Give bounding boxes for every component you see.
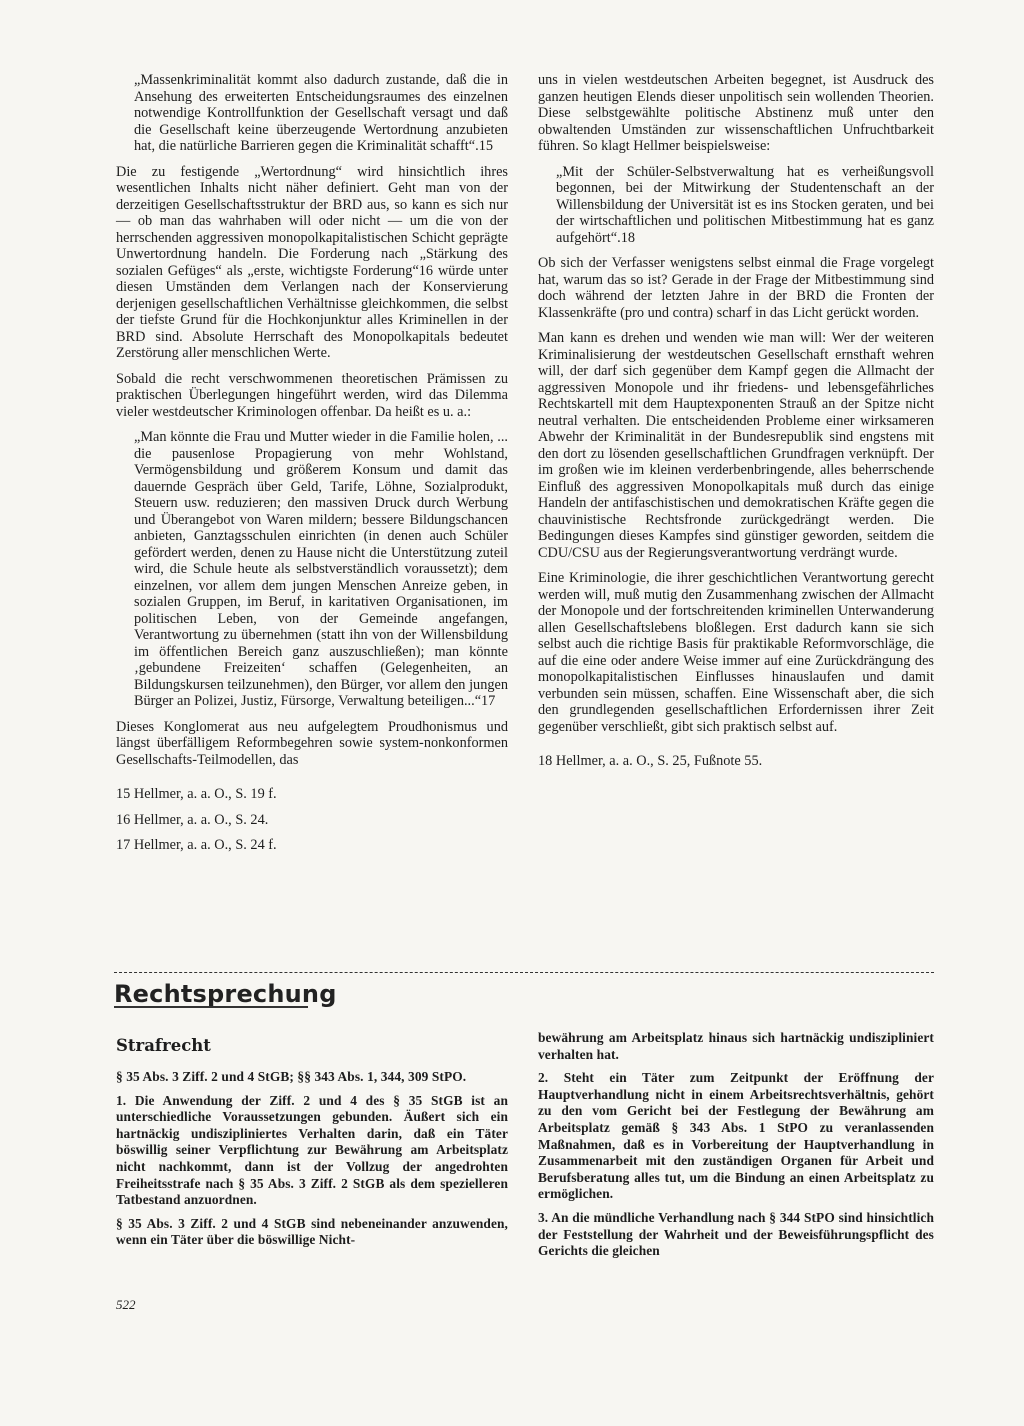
- ruling-paragraph: bewährung am Arbeitsplatz hinaus sich hartnäckig undiszipliniert verhalten hat.: [538, 1030, 934, 1062]
- body-paragraph: Eine Kriminologie, die ihrer geschichtlichen Verantwortung gerecht werden will, muß mutig den Zusammenhang zwischen der Allmacht der Monopole und der fortschreitenden kriminellen Unterwanderung allen Gesellschaftslebens bloßlegen. Erst dadurch kann sie sich selbst auch die richtige Basis für praktikable Reformvorschläge, die auf die eine oder andere Weise immer auf eine Zurückdrängung des monopolkapitalistischen Einflusses hinauslaufen und damit verbunden sein müssen, schaffen. Eine Wissenschaft aber, die sich den grundlegenden gesellschaftlichen Erfordernissen ihrer Zeit gegenüber verschließt, gibt sich praktisch selbst auf.: [538, 570, 934, 735]
- ruling-column-right: [538, 1030, 934, 1267]
- section-divider: [114, 972, 934, 973]
- body-paragraph: uns in vielen westdeutschen Arbeiten begegnet, ist Ausdruck des ganzen heutigen Elends dieser unpolitisch sein wollenden Theorien. Diese selbstgewählte politische Abstinenz muß unter den obwaltenden Umständen zur wissenschaftlichen Unfruchtbarkeit führen. So klagt Hellmer beispielsweise:: [538, 72, 934, 154]
- page-number: 522: [116, 1297, 136, 1312]
- heading-underline: [114, 1006, 308, 1008]
- article-column-left: [116, 72, 508, 863]
- ruling-column-left: [116, 1030, 508, 1256]
- footnote: 17 Hellmer, a. a. O., S. 24 f.: [116, 837, 277, 853]
- body-paragraph: Sobald die recht verschwommenen theoretischen Prämissen zu praktischen Überlegungen hingeführt werden, wird das Dilemma vieler westdeutscher Kriminologen offenbar. Da heißt es u. a.:: [116, 370, 508, 420]
- footnote: 16 Hellmer, a. a. O., S. 24.: [116, 811, 269, 828]
- body-paragraph: Man kann es drehen und wenden wie man will: Wer der weiteren Kriminalisierung der westdeutschen Gesellschaft ernsthaft wehren will, der darf sich gegenüber dem Kampf gegen die Allmacht der aggressiven Monopole und ihr friedens- und lebensgefährliches Rechtskartell mit dem Hauptexponenten Strauß an der Spitze nicht neutral verhalten. Die entscheidenden Probleme einer wirksameren Abwehr der Kriminalität in der Bundesrepublik sind engstens mit den dort zu lösenden gesellschaftlichen Grundfragen verknüpft. Der im großen wie im kleinen verderbenbringende, alles beherrschende Einfluß des aggressiven Monopolkapitals muß durch das einige Handeln der antifaschistischen und demokratischen Kräfte gegen die chauvinistische Rechtsfronde zurückgedrängt werden. Die Bedingungen dieses Kampfes sind günstiger geworden, seitdem die CDU/CSU aus der Regierungsverantwortung verdrängt wurde.: [538, 330, 934, 561]
- subheading: Strafrecht: [116, 1036, 211, 1055]
- ruling-paragraph: 3. An die mündliche Verhandlung nach § 344 StPO sind hinsichtlich der Feststellung der Wahrheit und der Beweisführungspflicht des Gerichts die gleichen: [538, 1209, 934, 1259]
- body-paragraph: Ob sich der Verfasser wenigstens selbst einmal die Frage vorgelegt hat, warum das so ist? Gerade in der Frage der Mitbestimmung sind doch während der letzten Jahre in der BRD die Fronten der Klassenkräfte (pro und contra) scharf in das Licht gerückt worden.: [538, 255, 934, 321]
- section-heading: Rechtsprechung: [114, 980, 337, 1008]
- footnote: 18 Hellmer, a. a. O., S. 25, Fußnote 55.: [538, 753, 763, 769]
- ruling-paragraph: § 35 Abs. 3 Ziff. 2 und 4 StGB sind nebeneinander anzuwenden, wenn ein Täter über die böswillige Nicht-: [116, 1215, 508, 1248]
- ruling-paragraph: 1. Die Anwendung der Ziff. 2 und 4 des § 35 StGB ist an unterschiedliche Voraussetzungen gebunden. Äußert sich ein hartnäckig undiszipliniertes Verhalten darin, daß ein Täter böswillig seiner Verpflichtung zur Bewährung am Arbeitsplatz nicht nachkommt, dann ist der Vollzug der angedrohten Freiheitsstrafe nach § 35 Abs. 3 Ziff. 2 StGB als dem spezielleren Tatbestand anzuordnen.: [116, 1092, 508, 1208]
- body-paragraph: Die zu festigende „Wertordnung“ wird hinsichtlich ihres wesentlichen Inhalts nicht näher definiert. Geht man von der derzeitigen Gesellschaftsstruktur der BRD aus, so kann es sich nur — ob man das wahrhaben will oder nicht — um die von der herrschenden aggressiven monopolkapitalistischen Schicht geprägte Unwertordnung handeln. Die Forderung nach „Stärkung des sozialen Gefüges“ als „erste, wichtigste Forderung“16 würde unter diesen Umständen dem Verlangen nach der Konservierung derjenigen gesellschaftlichen Verhältnisse gleichkommen, die selbst der tiefste Grund für die Hochkonjunktur alles Kriminellen in der BRD sind. Absolute Herrschaft des Monopolkapitals bedeutet Zerstörung aller menschlichen Werte.: [116, 163, 508, 361]
- body-paragraph: Dieses Konglomerat aus neu aufgelegtem Proudhonismus und längst überfälligem Reformbegehren sowie system-nonkonformen Gesellschafts-Teilmodellen, das: [116, 718, 508, 768]
- quote-paragraph: „Man könnte die Frau und Mutter wieder in die Familie holen, ... die pausenlose Propagierung von mehr Wohlstand, Vermögensbildung und größerem Konsum und damit das dauernde Gespräch über Geld, Tarife, Löhne, Sozialprodukt, Steuern usw. reduzieren; den massiven Druck durch Werbung und Überangebot von Waren mildern; bessere Bildungschancen anbieten, Ganztagsschulen einrichten (in denen auch Schüler gefördert werden, denen zu Hause nicht die Unterstützung zuteil wird, die Schule heute als selbstverständlich voraussetzt); dem einzelnen, vor allem dem jungen Menschen Anreize geben, in sozialen Gruppen, im Beruf, in karitativen Organisationen, im politischen Leben, von der Gemeinde angefangen, Verantwortung zu übernehmen (statt ihn von der Willensbildung im öffentlichen Bereich ganz auszuschließen); man könnte ‚gebundene Freizeiten‘ schaffen (Gelegenheiten, an Bildungskursen teilzunehmen), den Bürger, vor allem den jungen Bürger an Polizei, Justiz, Fürsorge, Verwaltung beteiligen...“17: [134, 429, 508, 709]
- article-column-right: [538, 72, 934, 779]
- ruling-paragraph: 2. Steht ein Täter zum Zeitpunkt der Eröffnung der Hauptverhandlung nicht in einem Arbeitsrechtsverhältnis, gehört zu den vom Gericht bei der Festlegung der Bewährung am Arbeitsplatz gemäß § 343 Abs. 1 StPO zu veranlassenden Maßnahmen, daß es in Vorbereitung der Hauptverhandlung in Zusammenarbeit mit den zuständigen Organen für Arbeit und Berufsberatung alles tut, um die Bindung an einen Arbeitsplatz zu ermöglichen.: [538, 1070, 934, 1202]
- footnotes: [116, 786, 508, 854]
- footnote: 15 Hellmer, a. a. O., S. 19 f.: [116, 786, 277, 802]
- footnotes: [538, 753, 934, 770]
- quote-paragraph: „Mit der Schüler-Selbstverwaltung hat es verheißungsvoll begonnen, bei der Mitwirkung der Studentenschaft an der Willensbildung der Universität ist es ins Stocken geraten, und bei der wirtschaftlichen und politischen Mitbestimmung hat es ganz aufgehört“.18: [556, 163, 934, 246]
- quote-paragraph: „Massenkriminalität kommt also dadurch zustande, daß die in Ansehung des erweiterten Entscheidungsraumes des einzelnen notwendige Kontrollfunktion der Gesellschaft versagt und daß die Gesellschaft keine überzeugende Wertordnung anzubieten hat, die natürliche Barrieren gegen die Kriminalität schafft“.15: [134, 72, 508, 154]
- legal-citation: § 35 Abs. 3 Ziff. 2 und 4 StGB; §§ 343 Abs. 1, 344, 309 StPO.: [116, 1069, 467, 1084]
